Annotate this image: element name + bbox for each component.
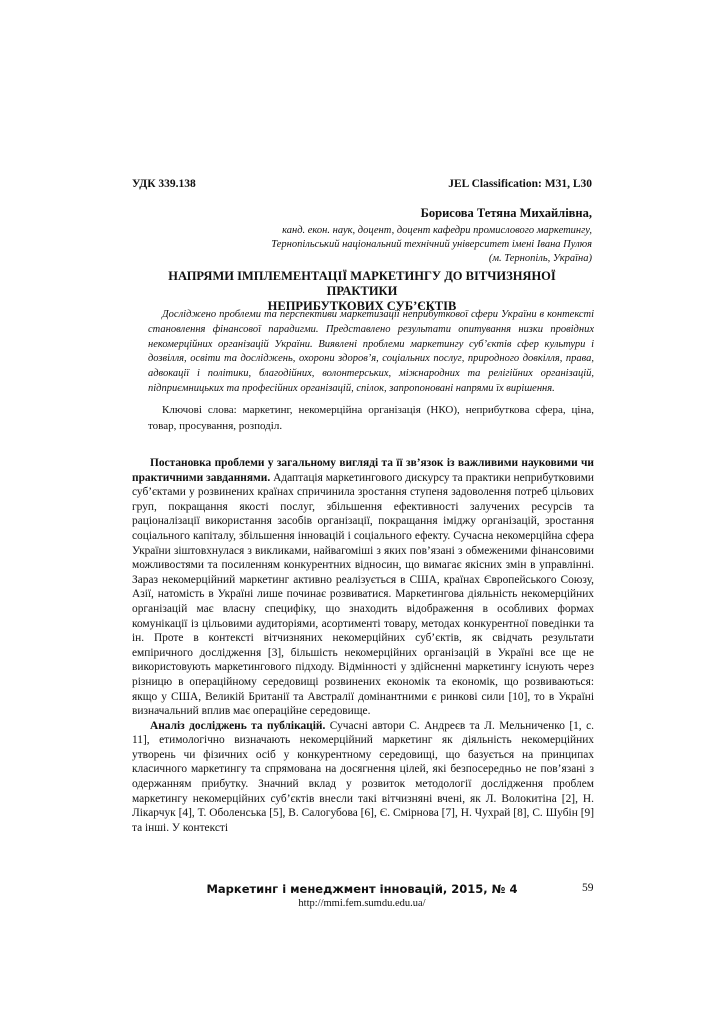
page-number: 59 <box>582 882 594 894</box>
title-line-2: НЕПРИБУТКОВИХ СУБ’ЄКТІВ <box>267 299 457 313</box>
footer-url[interactable]: http://mmi.fem.sumdu.edu.ua/ <box>298 898 426 909</box>
author-position: канд. екон. наук, доцент, доцент кафедри промислового маркетингу, <box>282 225 592 236</box>
title-line-1: НАПРЯМИ ІМПЛЕМЕНТАЦІЇ МАРКЕТИНГУ ДО ВІТЧИЗНЯНОЇ ПРАКТИКИ <box>168 269 556 298</box>
keywords: Ключові слова: маркетинг, некомерційна організація (НКО), неприбуткова сфера, ціна, товар, просування, розподіл. <box>148 404 594 432</box>
author-city: (м. Тернопіль, Україна) <box>488 253 592 264</box>
paragraph-text-problem: Адаптація маркетингового дискурсу та практики неприбутковими суб’єктами у розвинених країнах спричинила зростання ступеня задоволення потреб цільових груп, покращання якості послуг, збільшення ефективності залучених ресурсів та раціоналізації використання засобів організації, покращання іміджу організацій, зростання соціального капіталу, збільшення інновацій і соціального ефекту. Сучасна некомерційна сфера України зіштовхнулася з викликами, найвагоміші з яких пов’язані з обмеженими фінансовими можливостями та посиленням конкурентних відносин, що вимагає якісних змін в управлінні. Зараз некомерційний маркетинг активно реалізується в США, країнах Європейського Союзу, Азії, натомість в Україні лише починає розвиватися. Маркетингова діяльність некомерційних організацій має власну специфіку, що знаходить відображення в особливих формах комунікації із цільовими аудиторіями, асортименті товару, методах конкурентної поведінки та ін. Проте в контексті вітчизняних некомерційних суб’єктів, як свідчать результати емпіричного дослідження [3], більшість некомерційних організацій в Україні все ще не використовують маркетингового підходу. Відмінності у здійсненні маркетингу існують через різницю в операційному середовищі розвинених економік та економік, що розвиваються: якщо у США, Великій Британії та Австралії домінантними є ринкові сили [10], то в Україні визначальний вплив має операційне середовище. <box>132 471 594 718</box>
section-heading-analysis: Аналіз досліджень та публікацій. <box>150 719 326 732</box>
author-block <box>271 206 592 266</box>
body-paragraph-problem <box>132 456 594 719</box>
udc-code: УДК 339.138 <box>132 178 196 190</box>
abstract: Досліджено проблеми та перспективи маркетизації неприбуткової сфери України в контексті становлення фінансової парадигми. Представлено результати опитування низки провідних некомерційних організацій України. Виявлені проблеми маркетингу суб’єктів сфер культури і дозвілля, освіти та досліджень, охорони здоров’я, соціальних послуг, природного довкілля, права, адвокації і політики, благодійних, волонтерських, міжнародних та релігійних організацій, підприємницьких та професійних організацій, спілок, запропоновані напрями їх вирішення. <box>148 309 594 394</box>
section-heading-problem: Постановка проблеми у загальному вигляді та її зв’язок із важливими науковими чи практичними завданнями. <box>132 457 594 484</box>
body-paragraph-analysis <box>132 719 594 836</box>
footer-journal-title: Маркетинг і менеджмент інновацій, 2015, № 4 <box>206 882 518 896</box>
author-name: Борисова Тетяна Михайлівна, <box>420 206 592 220</box>
article-body <box>132 456 594 835</box>
paragraph-text-analysis: Сучасні автори С. Андреєв та Л. Мельниченко [1, с. 11], етимологічно визначають некомерційний маркетинг як діяльність некомерційних утворень чи фізичних осіб у конкурентному середовищі, що базується на принципах класичного маркетингу та спрямована на досягнення цілей, які безпосередньо не пов’язані з одержанням прибутку. Значний вклад у розвиток методології дослідження проблем маркетингу некомерційних суб’єктів внесли такі вітчизняні вчені, як Л. Волокитіна [2], Н. Лікарчук [4], Т. Оболенська [5], В. Салогубова [6], Є. Смірнова [7], Н. Чухрай [8], С. Шубін [9] та інші. У контексті <box>132 719 594 834</box>
jel-classification: JEL Classification: M31, L30 <box>448 178 592 190</box>
header-row <box>132 178 592 190</box>
author-university: Тернопільський національний технічний університет імені Івана Пулюя <box>271 239 592 250</box>
